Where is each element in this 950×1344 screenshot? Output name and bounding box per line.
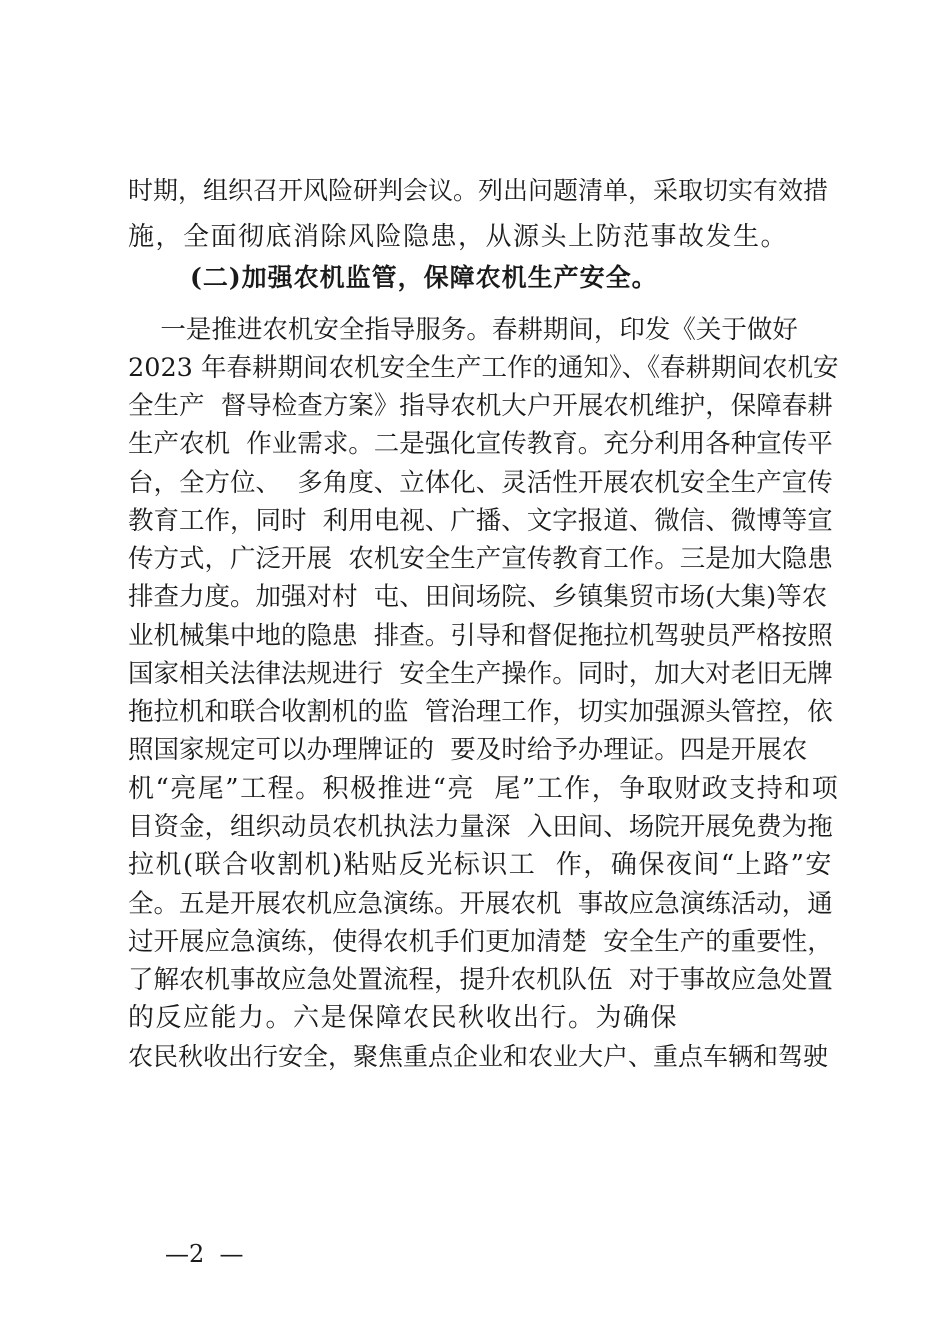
text-line: 生产农机 作业需求。二是强化宣传教育。充分利用各种宣传平 bbox=[128, 429, 833, 459]
text-line: 一是推进农机安全指导服务。春耕期间，印发《关于做好 bbox=[128, 315, 798, 345]
text-line: 农民秋收出行安全，聚焦重点企业和农业大户、重点车辆和驾驶 bbox=[128, 1042, 829, 1071]
text-line: 国家相关法律法规进行 安全生产操作。同时，加大对老旧无牌 bbox=[128, 659, 833, 689]
text-line: 拖拉机和联合收割机的监 管治理工作，切实加强源头管控，依 bbox=[128, 697, 833, 727]
text-line: 拉机(联合收割机)粘贴反光标识工 作，确保夜间“上路”安 bbox=[128, 850, 833, 880]
text-line: 2023 年春耕期间农机安全生产工作的通知》、《春耕期间农机安 bbox=[128, 353, 839, 383]
text-line: 排查力度。加强对村 屯、田间场院、乡镇集贸市场(大集)等农 bbox=[128, 582, 828, 612]
text-line: 传方式，广泛开展 农机安全生产宣传教育工作。三是加大隐患 bbox=[128, 544, 833, 574]
text-line: 目资金，组织动员农机执法力量深 入田间、场院开展免费为拖 bbox=[128, 812, 833, 842]
text-line: 全生产 督导检查方案》指导农机大户开展农机维护，保障春耕 bbox=[128, 391, 833, 421]
text-line: 机“亮尾”工程。积极推进“亮 尾”工作，争取财政支持和项 bbox=[128, 774, 840, 804]
text-line: 教育工作，同时 利用电视、广播、文字报道、微信、微博等宣 bbox=[128, 506, 833, 536]
text-line: 的反应能力。六是保障农民秋收出行。为确保 bbox=[128, 1003, 679, 1033]
text-line: 施，全面彻底消除风险隐患，从源头上防范事故发生。 bbox=[128, 222, 789, 252]
text-line: 全。五是开展农机应急演练。开展农机 事故应急演练活动，通 bbox=[128, 889, 833, 919]
text-line: 照国家规定可以办理牌证的 要及时给予办理证。四是开展农 bbox=[128, 735, 808, 765]
text-line: 业机械集中地的隐患 排查。引导和督促拖拉机驾驶员严格按照 bbox=[128, 621, 833, 651]
section-heading: (二)加强农机监管，保障农机生产安全。 bbox=[190, 263, 658, 292]
text-line: 时期，组织召开风险研判会议。列出问题清单，采取切实有效措 bbox=[128, 176, 829, 205]
page-number: —2 — bbox=[165, 1240, 244, 1268]
text-line: 过开展应急演练，使得农机手们更加清楚 安全生产的重要性， bbox=[128, 927, 833, 957]
text-line: 台，全方位、 多角度、立体化、灵活性开展农机安全生产宣传 bbox=[128, 468, 833, 498]
text-line: 了解农机事故应急处置流程，提升农机队伍 对于事故应急处置 bbox=[128, 965, 833, 995]
